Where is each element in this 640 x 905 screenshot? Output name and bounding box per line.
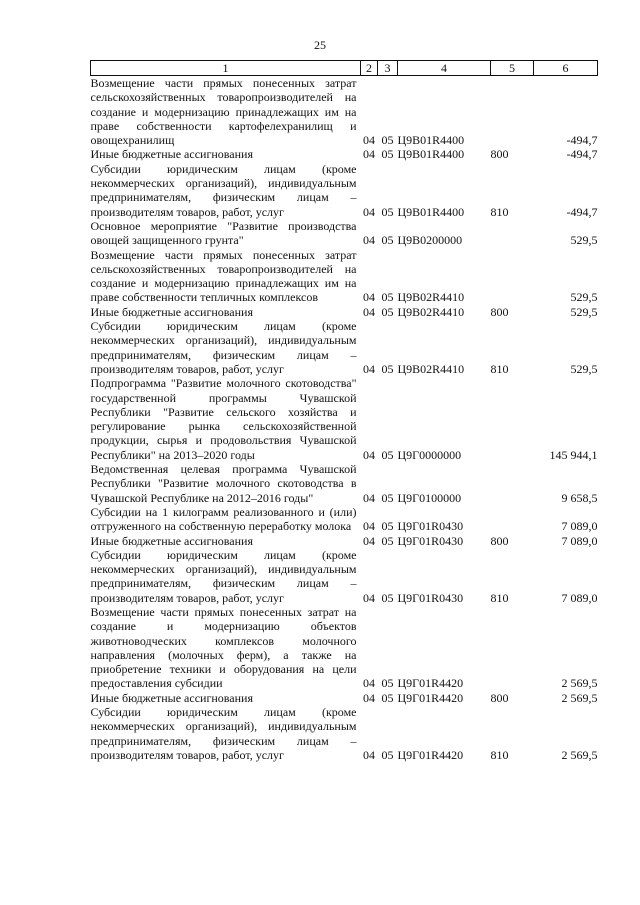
target-article-code: Ц9Г01R4420: [397, 747, 464, 762]
row-name: Субсидии на 1 килограмм реализованного и (или) отгруженного на собственную переработку молока: [90, 504, 357, 534]
column-header: 3: [378, 61, 398, 76]
target-article-code: Ц9Г01R4420: [397, 690, 464, 705]
column-header: 2: [361, 61, 378, 76]
target-article-code: Ц9В01R4400: [397, 204, 465, 219]
row-name: Иные бюджетные ассигнования: [90, 533, 253, 548]
table-row: [91, 147, 598, 161]
subsection-code: 05: [381, 204, 394, 219]
table-header-row: [91, 61, 598, 76]
table-row: [91, 248, 598, 305]
target-article-code: Ц9В01R4400: [397, 147, 465, 162]
subsection-code: 05: [381, 447, 394, 462]
target-article-code: Ц9В02R4410: [397, 290, 465, 305]
subsection-code: 05: [381, 590, 394, 605]
table-row: [91, 548, 598, 605]
target-article-code: Ц9В02R4410: [397, 304, 465, 319]
row-name: Основное мероприятие "Развитие производства овощей защищенного грунта": [90, 218, 357, 248]
amount: 2 569,5: [561, 690, 598, 705]
page-number: 25: [314, 38, 326, 52]
row-name: Субсидии юридическим лицам (кроме некоммерческих организаций), индивидуальным предпринимателям, физическим лицам – производителям товаров, работ, услуг: [90, 705, 357, 762]
section-code: 04: [363, 147, 375, 162]
section-code: 04: [363, 747, 375, 762]
table-row: [91, 162, 598, 219]
section-code: 04: [363, 676, 375, 691]
expense-type-code: 810: [490, 747, 509, 762]
amount: 7 089,0: [561, 533, 598, 548]
subsection-code: 05: [381, 133, 394, 148]
expense-type-code: 810: [490, 204, 509, 219]
section-code: 04: [363, 519, 375, 534]
subsection-code: 05: [381, 690, 394, 705]
subsection-code: 05: [381, 490, 394, 505]
subsection-code: 05: [381, 233, 394, 248]
expense-type-code: 810: [490, 590, 509, 605]
expense-type-code: 800: [490, 304, 509, 319]
amount: 529,5: [570, 304, 598, 319]
amount: 529,5: [570, 361, 598, 376]
section-code: 04: [363, 447, 375, 462]
section-code: 04: [363, 233, 375, 248]
target-article-code: Ц9В02R4410: [397, 361, 465, 376]
budget-table: [90, 60, 598, 762]
table-row: [91, 605, 598, 691]
amount: -494,7: [566, 133, 598, 148]
table-body: [91, 76, 598, 763]
row-name: Иные бюджетные ассигнования: [90, 304, 253, 319]
section-code: 04: [363, 133, 375, 148]
table-row: [91, 691, 598, 705]
table-row: [91, 76, 598, 148]
column-header: 4: [398, 61, 491, 76]
column-header: 1: [91, 61, 361, 76]
subsection-code: 05: [381, 304, 394, 319]
expense-type-code: [491, 605, 534, 691]
section-code: 04: [363, 490, 375, 505]
target-article-code: Ц9Г01R0430: [397, 533, 464, 548]
table-row: [91, 462, 598, 505]
subsection-code: 05: [381, 361, 394, 376]
target-article-code: Ц9Г01R0430: [397, 590, 464, 605]
table-row: [91, 505, 598, 534]
row-name: Иные бюджетные ассигнования: [90, 690, 253, 705]
row-name: Субсидии юридическим лицам (кроме некоммерческих организаций), индивидуальным предпринимателям, физическим лицам – производителям товаров, работ, услуг: [90, 547, 357, 605]
section-code: 04: [363, 590, 375, 605]
table-row: [91, 534, 598, 548]
subsection-code: 05: [381, 147, 394, 162]
row-name: Подпрограмма "Развитие молочного скотоводства" государственной программы Чувашской Республики "Развитие сельского хозяйства и регулирование рынка сельскохозяйственной продукции, сырья и продовольствия Чувашской Республики" на 2013–2020 годы: [90, 376, 357, 462]
amount: 529,5: [570, 290, 598, 305]
subsection-code: 05: [381, 533, 394, 548]
amount: 9 658,5: [561, 490, 598, 505]
target-article-code: Ц9В0200000: [397, 233, 463, 248]
subsection-code: 05: [381, 676, 394, 691]
section-code: 04: [363, 304, 375, 319]
target-article-code: Ц9Г0000000: [397, 447, 462, 462]
section-code: 04: [363, 204, 375, 219]
section-code: 04: [363, 533, 375, 548]
target-article-code: Ц9Г01R0430: [397, 519, 464, 534]
expense-type-code: 800: [490, 147, 509, 162]
row-name: Возмещение части прямых понесенных затрат сельскохозяйственных товаропроизводителей на создание и модернизацию принадлежащих им на праве собственности тепличных комплексов: [90, 247, 357, 305]
row-name: Субсидии юридическим лицам (кроме некоммерческих организаций), индивидуальным предпринимателям, физическим лицам – производителям товаров, работ, услуг: [90, 319, 357, 376]
table-row: [91, 376, 598, 462]
table-row: [91, 219, 598, 248]
target-article-code: Ц9Г0100000: [397, 490, 462, 505]
expense-type-code: 800: [490, 533, 509, 548]
amount: 145 944,1: [549, 447, 598, 462]
subsection-code: 05: [381, 747, 394, 762]
table-row: [91, 319, 598, 376]
section-code: 04: [363, 290, 375, 305]
expense-type-code: [491, 376, 534, 462]
expense-type-code: [491, 248, 534, 305]
amount: -494,7: [566, 147, 598, 162]
target-article-code: Ц9В01R4400: [397, 133, 465, 148]
amount: -494,7: [566, 204, 598, 219]
row-name: Возмещение части прямых понесенных затрат на создание и модернизацию объектов животноводческих комплексов молочного направления (молочных ферм), а также на приобретение техники и оборудования на цели предоставления субсидии: [90, 604, 357, 691]
expense-type-code: [491, 462, 534, 505]
amount: 7 089,0: [561, 590, 598, 605]
row-name: Иные бюджетные ассигнования: [90, 147, 253, 162]
amount: 2 569,5: [561, 747, 598, 762]
amount: 529,5: [570, 233, 598, 248]
expense-type-code: [491, 219, 534, 248]
target-article-code: Ц9Г01R4420: [397, 676, 464, 691]
row-name: Субсидии юридическим лицам (кроме некоммерческих организаций), индивидуальным предпринимателям, физическим лицам – производителям товаров, работ, услуг: [90, 161, 357, 219]
row-name: Возмещение части прямых понесенных затрат сельскохозяйственных товаропроизводителей на создание и модернизацию принадлежащих им на праве собственности картофелехранилищ и овощехранилищ: [90, 76, 357, 148]
subsection-code: 05: [381, 519, 394, 534]
expense-type-code: [491, 76, 534, 148]
amount: 7 089,0: [561, 519, 598, 534]
expense-type-code: 810: [490, 361, 509, 376]
section-code: 04: [363, 690, 375, 705]
section-code: 04: [363, 361, 375, 376]
table-row: [91, 705, 598, 762]
expense-type-code: 800: [490, 690, 509, 705]
table-row: [91, 305, 598, 319]
column-header: 6: [534, 61, 598, 76]
expense-type-code: [491, 505, 534, 534]
column-header: 5: [491, 61, 534, 76]
subsection-code: 05: [381, 290, 394, 305]
row-name: Ведомственная целевая программа Чувашской Республики "Развитие молочного скотоводства в Чувашской Республике на 2012–2016 годы": [90, 462, 357, 505]
amount: 2 569,5: [561, 676, 598, 691]
